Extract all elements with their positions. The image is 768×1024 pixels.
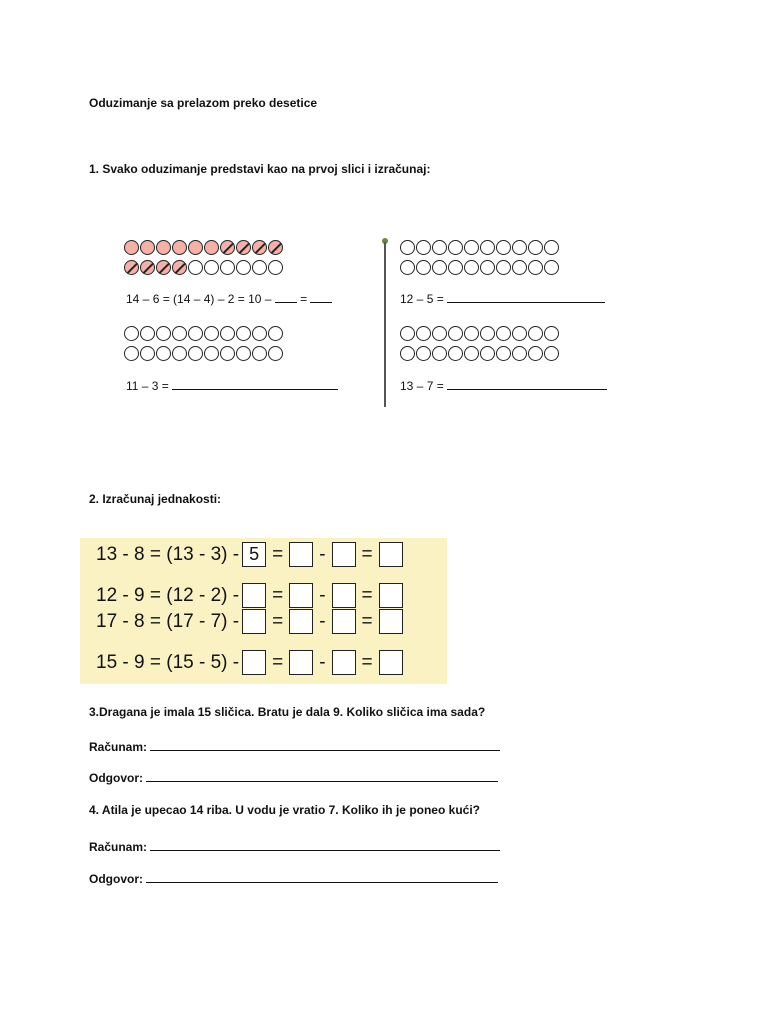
counter-circle: [544, 326, 559, 341]
q2-answer-line[interactable]: [447, 290, 605, 303]
task1-illustration: [118, 236, 638, 411]
answer-box[interactable]: [242, 583, 266, 608]
counter-circle: [528, 260, 543, 275]
answer-box[interactable]: [242, 650, 266, 675]
equation-row: [96, 583, 406, 608]
counter-circle: [528, 326, 543, 341]
counter-circle: [252, 346, 267, 361]
equals-sign: =: [272, 543, 284, 565]
counter-circle: [416, 326, 431, 341]
counter-circle: [496, 346, 511, 361]
answer-box[interactable]: [379, 542, 403, 567]
counter-circle: [544, 240, 559, 255]
answer-box[interactable]: [242, 609, 266, 634]
example-blank-2[interactable]: [310, 290, 332, 303]
task4-calc: [89, 838, 500, 854]
page-title: Oduzimanje sa prelazom preko desetice: [89, 96, 318, 110]
task3-answer-line[interactable]: [146, 769, 498, 782]
counter-circle: [236, 240, 251, 255]
counter-circle: [140, 260, 155, 275]
task4-calc-label: Računam:: [89, 840, 148, 854]
counter-circle: [512, 326, 527, 341]
counter-circle: [124, 260, 139, 275]
counter-circle: [448, 326, 463, 341]
counter-circle: [172, 240, 187, 255]
counter-circle: [156, 260, 171, 275]
counter-circle: [400, 346, 415, 361]
answer-box[interactable]: [289, 583, 313, 608]
counter-circle: [204, 326, 219, 341]
counter-circle: [480, 260, 495, 275]
counter-circle: [480, 326, 495, 341]
q3-equation: [400, 377, 607, 393]
circle-row: [400, 240, 559, 258]
counter-circle: [464, 346, 479, 361]
counter-circle: [124, 346, 139, 361]
circle-row: [124, 326, 283, 344]
counter-circle: [172, 260, 187, 275]
equation-left: 12 - 9 = (12 - 2) -: [96, 584, 240, 606]
counter-circle: [464, 326, 479, 341]
task3-answer-label: Odgovor:: [89, 771, 143, 785]
counter-circle: [156, 346, 171, 361]
circle-row: [124, 346, 283, 364]
counter-circle: [236, 346, 251, 361]
circle-row: [400, 326, 559, 344]
counter-circle: [204, 240, 219, 255]
counter-circle: [544, 260, 559, 275]
circle-row: [124, 240, 283, 258]
equals-sign: =: [361, 584, 373, 606]
equation-row: [96, 609, 406, 634]
counter-circle: [252, 260, 267, 275]
counter-circle: [416, 240, 431, 255]
counter-circle: [496, 260, 511, 275]
task4-calc-line[interactable]: [150, 838, 500, 851]
counter-circle: [480, 346, 495, 361]
minus-sign: -: [319, 584, 326, 606]
counter-circle: [268, 326, 283, 341]
circle-row: [400, 346, 559, 364]
equals-sign: =: [361, 543, 373, 565]
column-divider: [384, 242, 386, 407]
minus-sign: -: [319, 543, 326, 565]
counter-circle: [220, 326, 235, 341]
equation-left: 17 - 8 = (17 - 7) -: [96, 610, 240, 632]
counter-circle: [236, 326, 251, 341]
task4-question: 4. Atila je upecao 14 riba. U vodu je vratio 7. Koliko ih je poneo kući?: [89, 803, 480, 817]
answer-box[interactable]: [289, 650, 313, 675]
counter-circle: [496, 240, 511, 255]
task3-answer: [89, 769, 498, 785]
task4-answer: [89, 870, 498, 886]
example-blank-1[interactable]: [275, 290, 297, 303]
equals-sign: =: [272, 610, 284, 632]
circle-row: [124, 260, 283, 278]
counter-circle: [432, 260, 447, 275]
equals-sign: =: [272, 651, 284, 673]
counter-circle: [544, 346, 559, 361]
task3-calc-label: Računam:: [89, 740, 148, 754]
counter-circle: [496, 326, 511, 341]
minus-sign: -: [319, 610, 326, 632]
counter-circle: [268, 240, 283, 255]
task2-heading: 2. Izračunaj jednakosti:: [89, 492, 222, 506]
given-box: 5: [242, 542, 266, 567]
answer-box[interactable]: [379, 583, 403, 608]
counter-circle: [220, 240, 235, 255]
answer-box[interactable]: [289, 609, 313, 634]
circle-grid-q3: [400, 326, 559, 366]
answer-box[interactable]: [332, 542, 356, 567]
q1-equation: [126, 377, 338, 393]
answer-box[interactable]: [379, 650, 403, 675]
counter-circle: [480, 240, 495, 255]
counter-circle: [156, 326, 171, 341]
counter-circle: [512, 240, 527, 255]
counter-circle: [188, 260, 203, 275]
counter-circle: [400, 326, 415, 341]
counter-circle: [416, 346, 431, 361]
counter-circle: [268, 346, 283, 361]
counter-circle: [236, 260, 251, 275]
q3-answer-line[interactable]: [447, 377, 607, 390]
equation-row: [96, 650, 406, 675]
counter-circle: [432, 326, 447, 341]
counter-circle: [140, 346, 155, 361]
q1-text: 11 – 3 =: [126, 379, 169, 393]
q1-answer-line[interactable]: [172, 377, 338, 390]
answer-box[interactable]: [289, 542, 313, 567]
equation-left: 13 - 8 = (13 - 3) -: [96, 543, 240, 565]
counter-circle: [172, 346, 187, 361]
task4-answer-line[interactable]: [146, 870, 498, 883]
task3-calc-line[interactable]: [150, 738, 500, 751]
task3-calc: [89, 738, 500, 754]
counter-circle: [252, 240, 267, 255]
counter-circle: [400, 260, 415, 275]
counter-circle: [252, 326, 267, 341]
counter-circle: [512, 346, 527, 361]
answer-box[interactable]: [332, 609, 356, 634]
equals-sign: =: [272, 584, 284, 606]
circle-grid-example: [124, 240, 283, 280]
task1-heading: 1. Svako oduzimanje predstavi kao na prvoj slici i izračunaj:: [89, 162, 431, 176]
counter-circle: [220, 346, 235, 361]
counter-circle: [448, 346, 463, 361]
counter-circle: [140, 326, 155, 341]
counter-circle: [124, 240, 139, 255]
counter-circle: [140, 240, 155, 255]
counter-circle: [400, 240, 415, 255]
circle-grid-q2: [400, 240, 559, 280]
task3-question: 3.Dragana je imala 15 sličica. Bratu je dala 9. Koliko sličica ima sada?: [89, 705, 486, 719]
example-equals: =: [296, 292, 311, 306]
example-equation-text: 14 – 6 = (14 – 4) – 2 = 10 –: [126, 292, 275, 306]
counter-circle: [448, 240, 463, 255]
counter-circle: [188, 346, 203, 361]
counter-circle: [528, 240, 543, 255]
counter-circle: [188, 240, 203, 255]
q2-text: 12 – 5 =: [400, 292, 444, 306]
counter-circle: [512, 260, 527, 275]
q2-equation: [400, 290, 605, 306]
counter-circle: [188, 326, 203, 341]
counter-circle: [204, 346, 219, 361]
equals-sign: =: [361, 610, 373, 632]
counter-circle: [220, 260, 235, 275]
equation-left: 15 - 9 = (15 - 5) -: [96, 651, 240, 673]
minus-sign: -: [319, 651, 326, 673]
counter-circle: [156, 240, 171, 255]
answer-box[interactable]: [332, 583, 356, 608]
counter-circle: [416, 260, 431, 275]
counter-circle: [204, 260, 219, 275]
circle-row: [400, 260, 559, 278]
counter-circle: [268, 260, 283, 275]
task4-answer-label: Odgovor:: [89, 872, 143, 886]
counter-circle: [432, 346, 447, 361]
counter-circle: [528, 346, 543, 361]
counter-circle: [448, 260, 463, 275]
counter-circle: [464, 260, 479, 275]
counter-circle: [172, 326, 187, 341]
counter-circle: [432, 240, 447, 255]
equation-row: [96, 542, 406, 567]
counter-circle: [124, 326, 139, 341]
equals-sign: =: [361, 651, 373, 673]
task2-equations: [80, 538, 447, 684]
answer-box[interactable]: [379, 609, 403, 634]
example-equation: [126, 290, 332, 306]
counter-circle: [464, 240, 479, 255]
circle-grid-q1: [124, 326, 283, 366]
answer-box[interactable]: [332, 650, 356, 675]
q3-text: 13 – 7 =: [400, 379, 444, 393]
